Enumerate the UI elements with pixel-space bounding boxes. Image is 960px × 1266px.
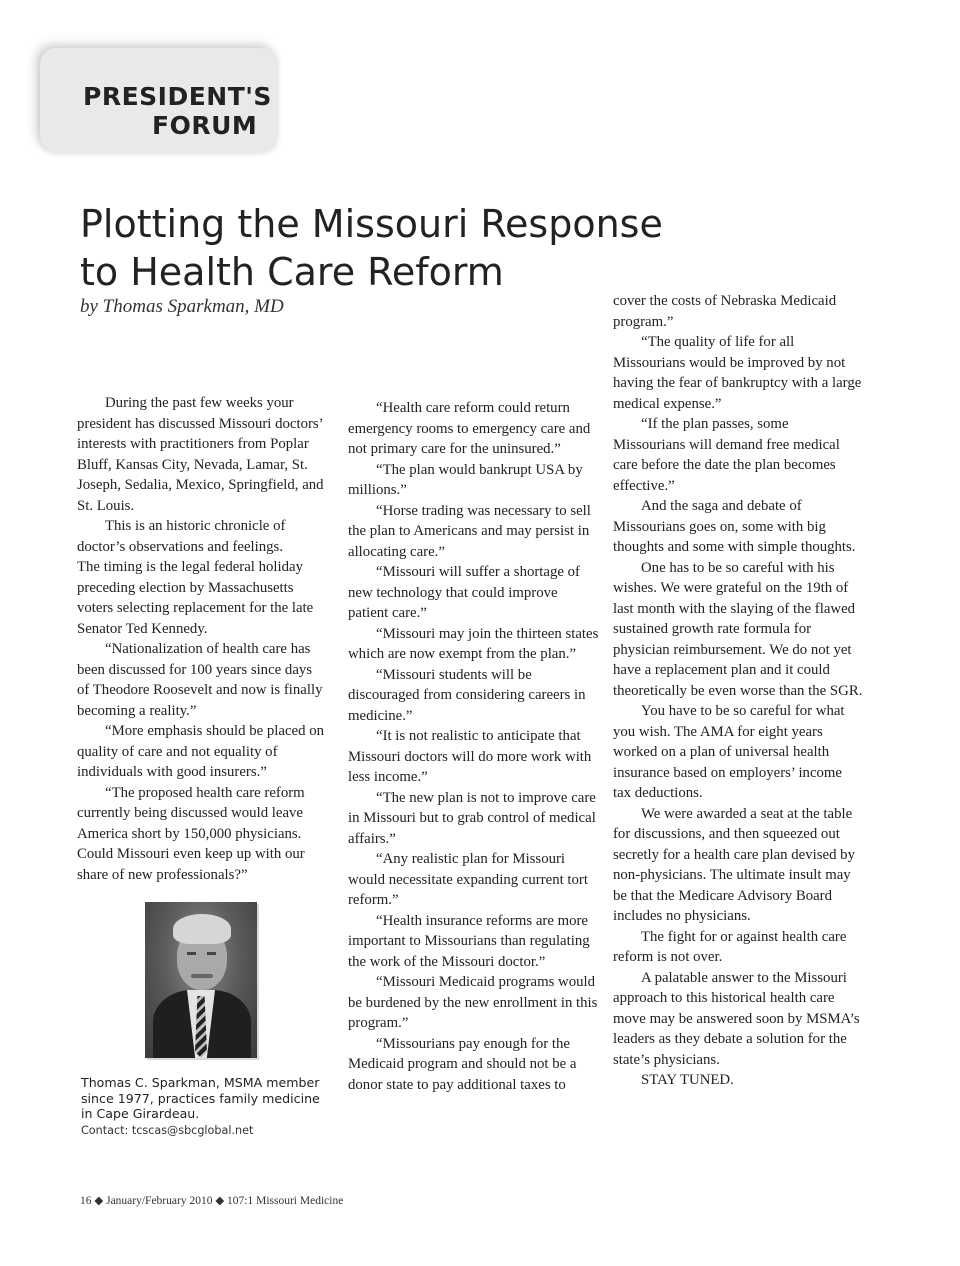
paragraph: “Missouri may join the thirteen states which are now exempt from the plan.” [348,625,599,662]
paragraph: And the saga and debate of Missourians goes on, some with big thoughts and some with simple thoughts. [613,498,856,555]
article-title-line2: to Health Care Reform [80,250,504,294]
paragraph: “Missouri students will be discouraged from considering careers in medicine.” [348,666,586,724]
contact-email: Contact: tcscas@sbcglobal.net [81,1123,254,1137]
paragraph: We were awarded a seat at the table for discussions, and then squeezed out secretly for a health care plan devised by non-physicians. The ultimate insult may be that the Medicare Advisory Board includes no physicians. [613,805,855,924]
paragraph: “It is not realistic to anticipate that Missouri doctors will do more work with less income.” [348,728,592,785]
article-column-2 [348,398,600,1095]
paragraph: “Nationalization of health care has been discussed for 100 years since days of Theodore Roosevelt and now is finally becoming a reality.” [77,641,323,719]
paragraph: “The proposed health care reform currently being discussed would leave America short by 150,000 physicians. Could Missouri even keep up with our share of new professionals?” [77,784,305,883]
paragraph: “The quality of life for all Missourians would be improved by not having the fear of bankruptcy with a large medical expense.” [613,334,862,412]
section-label-line1: PRESIDENT'S [83,82,272,111]
byline: by Thomas Sparkman, MD [80,296,284,317]
paragraph: cover the costs of Nebraska Medicaid program.” [613,293,837,330]
article-title-line1: Plotting the Missouri Response [80,202,663,246]
paragraph: “Any realistic plan for Missouri would necessitate expanding current tort reform.” [348,851,588,908]
paragraph: The fight for or against health care reform is not over. [613,928,847,965]
paragraph: One has to be so careful with his wishes. We were grateful on the 19th of last month with the slaying of the flawed sustained growth rate formula for physician reimbursement. We do not yet have a replacement plan and it could theoretically be even worse than the SGR. [613,559,863,699]
paragraph: This is an historic chronicle of doctor’s observations and feelings. [77,518,286,555]
paragraph: “Health care reform could return emergency rooms to emergency care and not primary care for the uninsured.” [348,400,591,457]
paragraph: “Missourians pay enough for the Medicaid program and should not be a donor state to pay additional taxes to [348,1035,577,1093]
page-footer: 16 ◆ January/February 2010 ◆ 107:1 Missouri Medicine [80,1195,344,1207]
paragraph: “The plan would bankrupt USA by millions.” [348,461,583,498]
paragraph: A palatable answer to the Missouri approach to this historical health care move may be answered soon by MSMA’s leaders as they debate a solution for the state’s physicians. [613,969,860,1068]
author-photo [145,902,257,1058]
section-label-line2: FORUM [152,111,258,140]
paragraph: “The new plan is not to improve care in Missouri but to grab control of medical affairs.” [348,789,596,847]
paragraph: “Horse trading was necessary to sell the plan to Americans and may persist in allocating care.” [348,502,591,560]
paragraph: During the past few weeks your president has discussed Missouri doctors’ interests with practitioners from Poplar Bluff, Kansas City, Nevada, Lamar, St. Joseph, Sedalia, Mexico, Springfield, and St. Louis. [77,395,324,514]
paragraph: “Missouri Medicaid programs would be burdened by the new enrollment in this program.” [348,974,598,1031]
section-tab [40,48,278,152]
photo-caption [81,1075,331,1138]
article-column-3 [613,291,863,1091]
photo-caption-text: Thomas C. Sparkman, MSMA member since 1977, practices family medicine in Cape Girardeau. [81,1075,320,1121]
paragraph: STAY TUNED. [641,1072,734,1088]
article-column-1 [77,393,327,885]
paragraph: The timing is the legal federal holiday preceding election by Massachusetts voters selecting replacement for the late Senator Ted Kennedy. [77,559,314,637]
article-title [80,200,700,296]
paragraph: “More emphasis should be placed on quality of care and not equality of individuals with good insurers.” [77,723,325,780]
paragraph: “If the plan passes, some Missourians will demand free medical care before the date the plan becomes effective.” [613,416,840,494]
paragraph: “Missouri will suffer a shortage of new technology that could improve patient care.” [348,564,580,621]
paragraph: You have to be so careful for what you wish. The AMA for eight years worked on a plan of universal health insurance based on employers’ income tax deductions. [613,703,845,801]
paragraph: “Health insurance reforms are more important to Missourians than regulating the work of the Missouri doctor.” [348,912,590,970]
